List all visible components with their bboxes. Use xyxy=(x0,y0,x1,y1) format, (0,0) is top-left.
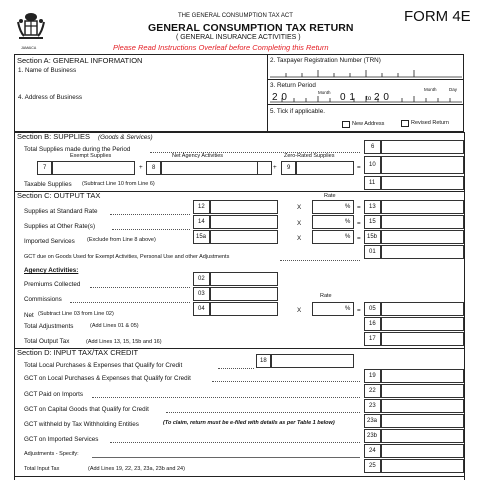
other-rate-field[interactable] xyxy=(312,215,354,229)
gct-withheld-note: (To claim, return must be e-filed with details as per Table 1 below) xyxy=(163,420,335,426)
total-input-tax-label: Total Input Tax xyxy=(24,466,60,472)
zero-rated-field[interactable] xyxy=(296,161,354,175)
line-03-number: 03 xyxy=(198,291,205,297)
line-10-number: 10 xyxy=(369,162,376,168)
standard-rate-label: Supplies at Standard Rate xyxy=(24,208,98,215)
local-purchases-field[interactable] xyxy=(271,354,354,368)
total-adjustments-label: Total Adjustments xyxy=(24,323,74,330)
line-6-number: 6 xyxy=(371,144,375,150)
trn-field[interactable] xyxy=(270,66,462,78)
total-adjustments-note: (Add Lines 01 & 05) xyxy=(90,323,139,329)
line-15b-field[interactable] xyxy=(381,230,464,244)
revised-return-label: Revised Return xyxy=(411,120,449,126)
form-title: GENERAL CONSUMPTION TAX RETURN xyxy=(148,22,354,34)
standard-rate-field[interactable] xyxy=(312,200,354,214)
commissions-label: Commissions xyxy=(24,296,62,303)
rate-label-agency: Rate xyxy=(320,293,332,299)
total-supplies-label: Total Supplies made during the Period xyxy=(24,146,131,153)
commissions-field[interactable] xyxy=(210,287,278,301)
equals-sign-b: = xyxy=(357,164,361,171)
total-output-tax-label: Total Output Tax xyxy=(24,338,70,345)
name-of-business-label: 1. Name of Business xyxy=(18,67,77,74)
year-prefix-end: 2 0 xyxy=(374,92,390,103)
taxable-supplies-note: (Subtract Line 10 from Line 6) xyxy=(82,181,155,187)
exempt-supplies-label: Exempt Supplies xyxy=(70,153,112,159)
percent-04: % xyxy=(345,306,351,312)
imported-services-label: Imported Services xyxy=(24,238,75,245)
line-24-field[interactable] xyxy=(381,444,464,458)
line-10-field[interactable] xyxy=(381,156,464,174)
line-19-number: 19 xyxy=(369,373,376,379)
to-label: to xyxy=(366,95,372,102)
line-25-number: 25 xyxy=(369,463,376,469)
total-output-tax-note: (Add Lines 13, 15, 15b and 16) xyxy=(86,339,162,345)
line-8-number: 8 xyxy=(152,165,156,171)
rate-label-c: Rate xyxy=(324,193,336,199)
premiums-label: Premiums Collected xyxy=(24,281,81,288)
new-address-checkbox[interactable] xyxy=(342,121,350,128)
plus-sign-2: + xyxy=(273,164,277,171)
line-02-number: 02 xyxy=(198,276,205,282)
adjustments-specify-line[interactable] xyxy=(92,457,360,458)
taxable-supplies-field[interactable] xyxy=(381,176,464,190)
line-05-field[interactable] xyxy=(381,302,464,316)
line-18-number: 18 xyxy=(260,358,267,364)
premiums-field[interactable] xyxy=(210,272,278,286)
act-name: THE GENERAL CONSUMPTION TAX ACT xyxy=(178,13,293,19)
line-23a-field[interactable] xyxy=(381,414,464,428)
gct-capital-label: GCT on Capital Goods that Qualify for Credit xyxy=(24,406,149,413)
tick-label: 5. Tick if applicable. xyxy=(270,108,325,115)
line-23-field[interactable] xyxy=(381,399,464,413)
line-15b-number: 15b xyxy=(367,234,378,240)
equals-05: = xyxy=(357,307,361,314)
line-22-field[interactable] xyxy=(381,384,464,398)
new-address-label: New Address xyxy=(352,121,385,127)
percent-15a: % xyxy=(345,234,351,240)
return-period-label: 3. Return Period xyxy=(270,82,316,89)
line-22-number: 22 xyxy=(369,388,376,394)
day-prefix-start: 0 1 xyxy=(340,92,356,103)
form-subtitle: ( GENERAL INSURANCE ACTIVITIES ) xyxy=(176,34,301,41)
net-note: (Subtract Line 03 from Line 02) xyxy=(38,311,114,317)
line-14-number: 14 xyxy=(198,219,205,225)
gct-imported-services-label: GCT on Imported Services xyxy=(24,436,99,443)
line-9-number: 9 xyxy=(287,165,291,171)
line-23-number: 23 xyxy=(369,403,376,409)
total-input-tax-note: (Add Lines 19, 22, 23, 23a, 23b and 24) xyxy=(88,466,185,472)
section-d-title: Section D: INPUT TAX/TAX CREDIT xyxy=(17,348,139,357)
imported-services-note: (Exclude from Line 8 above) xyxy=(87,237,156,243)
total-output-tax-field[interactable] xyxy=(381,332,464,346)
line-01-number: 01 xyxy=(369,249,376,255)
agency-activities-label: Agency Activities: xyxy=(24,267,79,274)
multiply-sign-04: X xyxy=(297,307,302,314)
multiply-sign-14: X xyxy=(297,220,302,227)
gct-local-label: GCT on Local Purchases & Expenses that Qualify for Credit xyxy=(24,375,191,382)
line-16-field[interactable] xyxy=(381,317,464,331)
line-13-field[interactable] xyxy=(381,200,464,214)
line-15a-number: 15a xyxy=(196,234,207,240)
line-7-number: 7 xyxy=(43,165,47,171)
percent-14: % xyxy=(345,219,351,225)
net-agency-field[interactable] xyxy=(161,161,270,175)
address-of-business-label: 4. Address of Business xyxy=(18,94,83,101)
gct-exempt-label: GCT due on Goods Used for Exempt Activities, Personal Use and other Adjustments xyxy=(24,254,230,260)
imported-rate-field[interactable] xyxy=(312,230,354,244)
percent-12: % xyxy=(345,204,351,210)
net-field[interactable] xyxy=(210,302,278,316)
other-rate-supplies-field[interactable] xyxy=(210,215,278,229)
net-agency-label: Net Agency Activities xyxy=(172,153,224,159)
section-c-title: Section C: OUTPUT TAX xyxy=(17,191,101,200)
form-number: FORM 4E xyxy=(404,8,471,25)
standard-rate-supplies-field[interactable] xyxy=(210,200,278,214)
line-15-field[interactable] xyxy=(381,215,464,229)
multiply-sign-15a: X xyxy=(297,235,302,242)
agency-rate-field[interactable] xyxy=(312,302,354,316)
local-purchases-label: Total Local Purchases & Expenses that Qualify for Credit xyxy=(24,362,183,369)
line-12-number: 12 xyxy=(198,204,205,210)
line-13-number: 13 xyxy=(369,204,376,210)
equals-15: = xyxy=(357,220,361,227)
coat-of-arms-icon xyxy=(16,12,46,44)
equals-13: = xyxy=(357,204,361,211)
day-label: Day xyxy=(449,87,458,92)
line-17-number: 17 xyxy=(369,336,376,342)
section-b-note: (Goods & Services) xyxy=(98,134,153,141)
year-prefix-start: 2 0 xyxy=(272,92,288,103)
address-of-business-field[interactable] xyxy=(16,102,264,130)
month-label-1: Month xyxy=(318,90,331,95)
line-11-number: 11 xyxy=(369,180,376,186)
zero-rated-label: Zero-Rated Supplies xyxy=(284,153,335,159)
name-of-business-field[interactable] xyxy=(16,75,264,93)
multiply-sign-12: X xyxy=(297,204,302,211)
exempt-supplies-field[interactable] xyxy=(52,161,135,175)
imported-services-field[interactable] xyxy=(210,230,278,244)
section-b-title: Section B: SUPPLIES xyxy=(17,132,90,141)
line-04-number: 04 xyxy=(198,306,205,312)
line-23b-number: 23b xyxy=(367,433,378,439)
taxable-supplies-label: Taxable Supplies xyxy=(24,181,72,188)
line-15-number: 15 xyxy=(369,219,376,225)
month-label-2: Month xyxy=(424,87,437,92)
total-supplies-field[interactable] xyxy=(381,140,464,154)
line-16-number: 16 xyxy=(369,321,376,327)
line-24-number: 24 xyxy=(369,448,376,454)
total-input-tax-field[interactable] xyxy=(381,459,464,473)
other-rate-label: Supplies at Other Rate(s) xyxy=(24,223,96,230)
revised-return-checkbox[interactable] xyxy=(401,120,409,127)
gct-withheld-label: GCT withheld by Tax Withholding Entities xyxy=(24,421,139,428)
line-01-field[interactable] xyxy=(381,245,464,259)
section-a-title: Section A: GENERAL INFORMATION xyxy=(17,56,143,65)
instruction-notice: Please Read Instructions Overleaf before Completing this Return xyxy=(113,43,329,52)
plus-sign-1: + xyxy=(139,164,143,171)
crest-caption: JAMAICA xyxy=(21,46,37,50)
gct-imports-label: GCT Paid on Imports xyxy=(24,391,84,398)
line-23a-number: 23a xyxy=(367,418,378,424)
equals-15b: = xyxy=(357,235,361,242)
trn-label: 2. Taxpayer Registration Number (TRN) xyxy=(270,57,381,64)
line-05-number: 05 xyxy=(369,306,376,312)
line-19-field[interactable] xyxy=(381,369,464,383)
line-23b-field[interactable] xyxy=(381,429,464,443)
net-label: Net xyxy=(24,312,34,319)
adjustments-label: Adjustments - Specify: xyxy=(24,451,79,457)
